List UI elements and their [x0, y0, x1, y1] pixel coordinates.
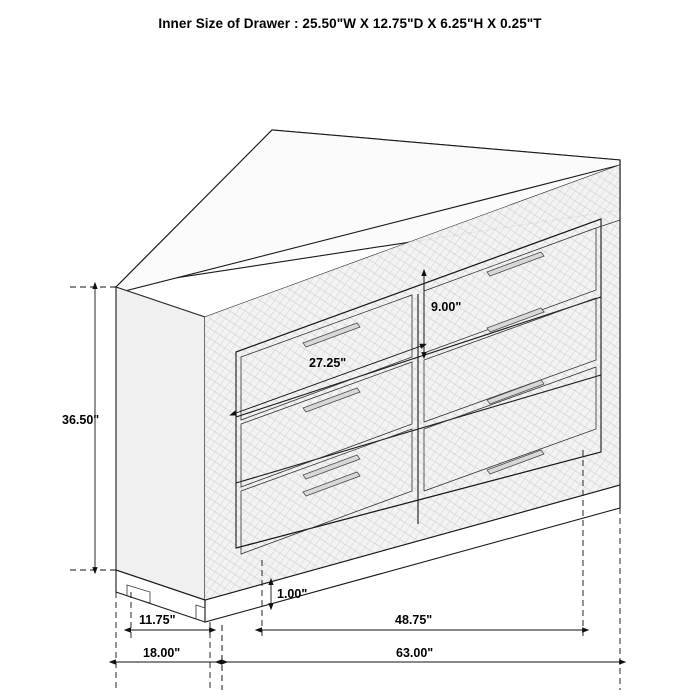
dim-overall-depth — [116, 592, 222, 690]
cabinet-left-side — [116, 287, 205, 600]
dim-label-overall-depth: 18.00" — [143, 646, 181, 660]
dim-label-plinth-height: 1.00" — [277, 587, 308, 601]
dim-label-drawer-width: 27.25" — [309, 356, 347, 370]
dim-label-drawer-height: 9.00" — [431, 300, 462, 314]
dim-label-overall-width: 63.00" — [396, 646, 434, 660]
dim-depth-offset — [131, 592, 210, 690]
dim-label-depth-offset: 11.75" — [139, 613, 176, 627]
dim-label-overall-height: 36.50" — [62, 413, 100, 427]
page-title: Inner Size of Drawer : 25.50"W X 12.75"D X 6.25"H X 0.25"T — [158, 16, 542, 31]
dim-overall-height — [68, 287, 116, 570]
dim-label-front-run: 48.75" — [395, 613, 433, 627]
